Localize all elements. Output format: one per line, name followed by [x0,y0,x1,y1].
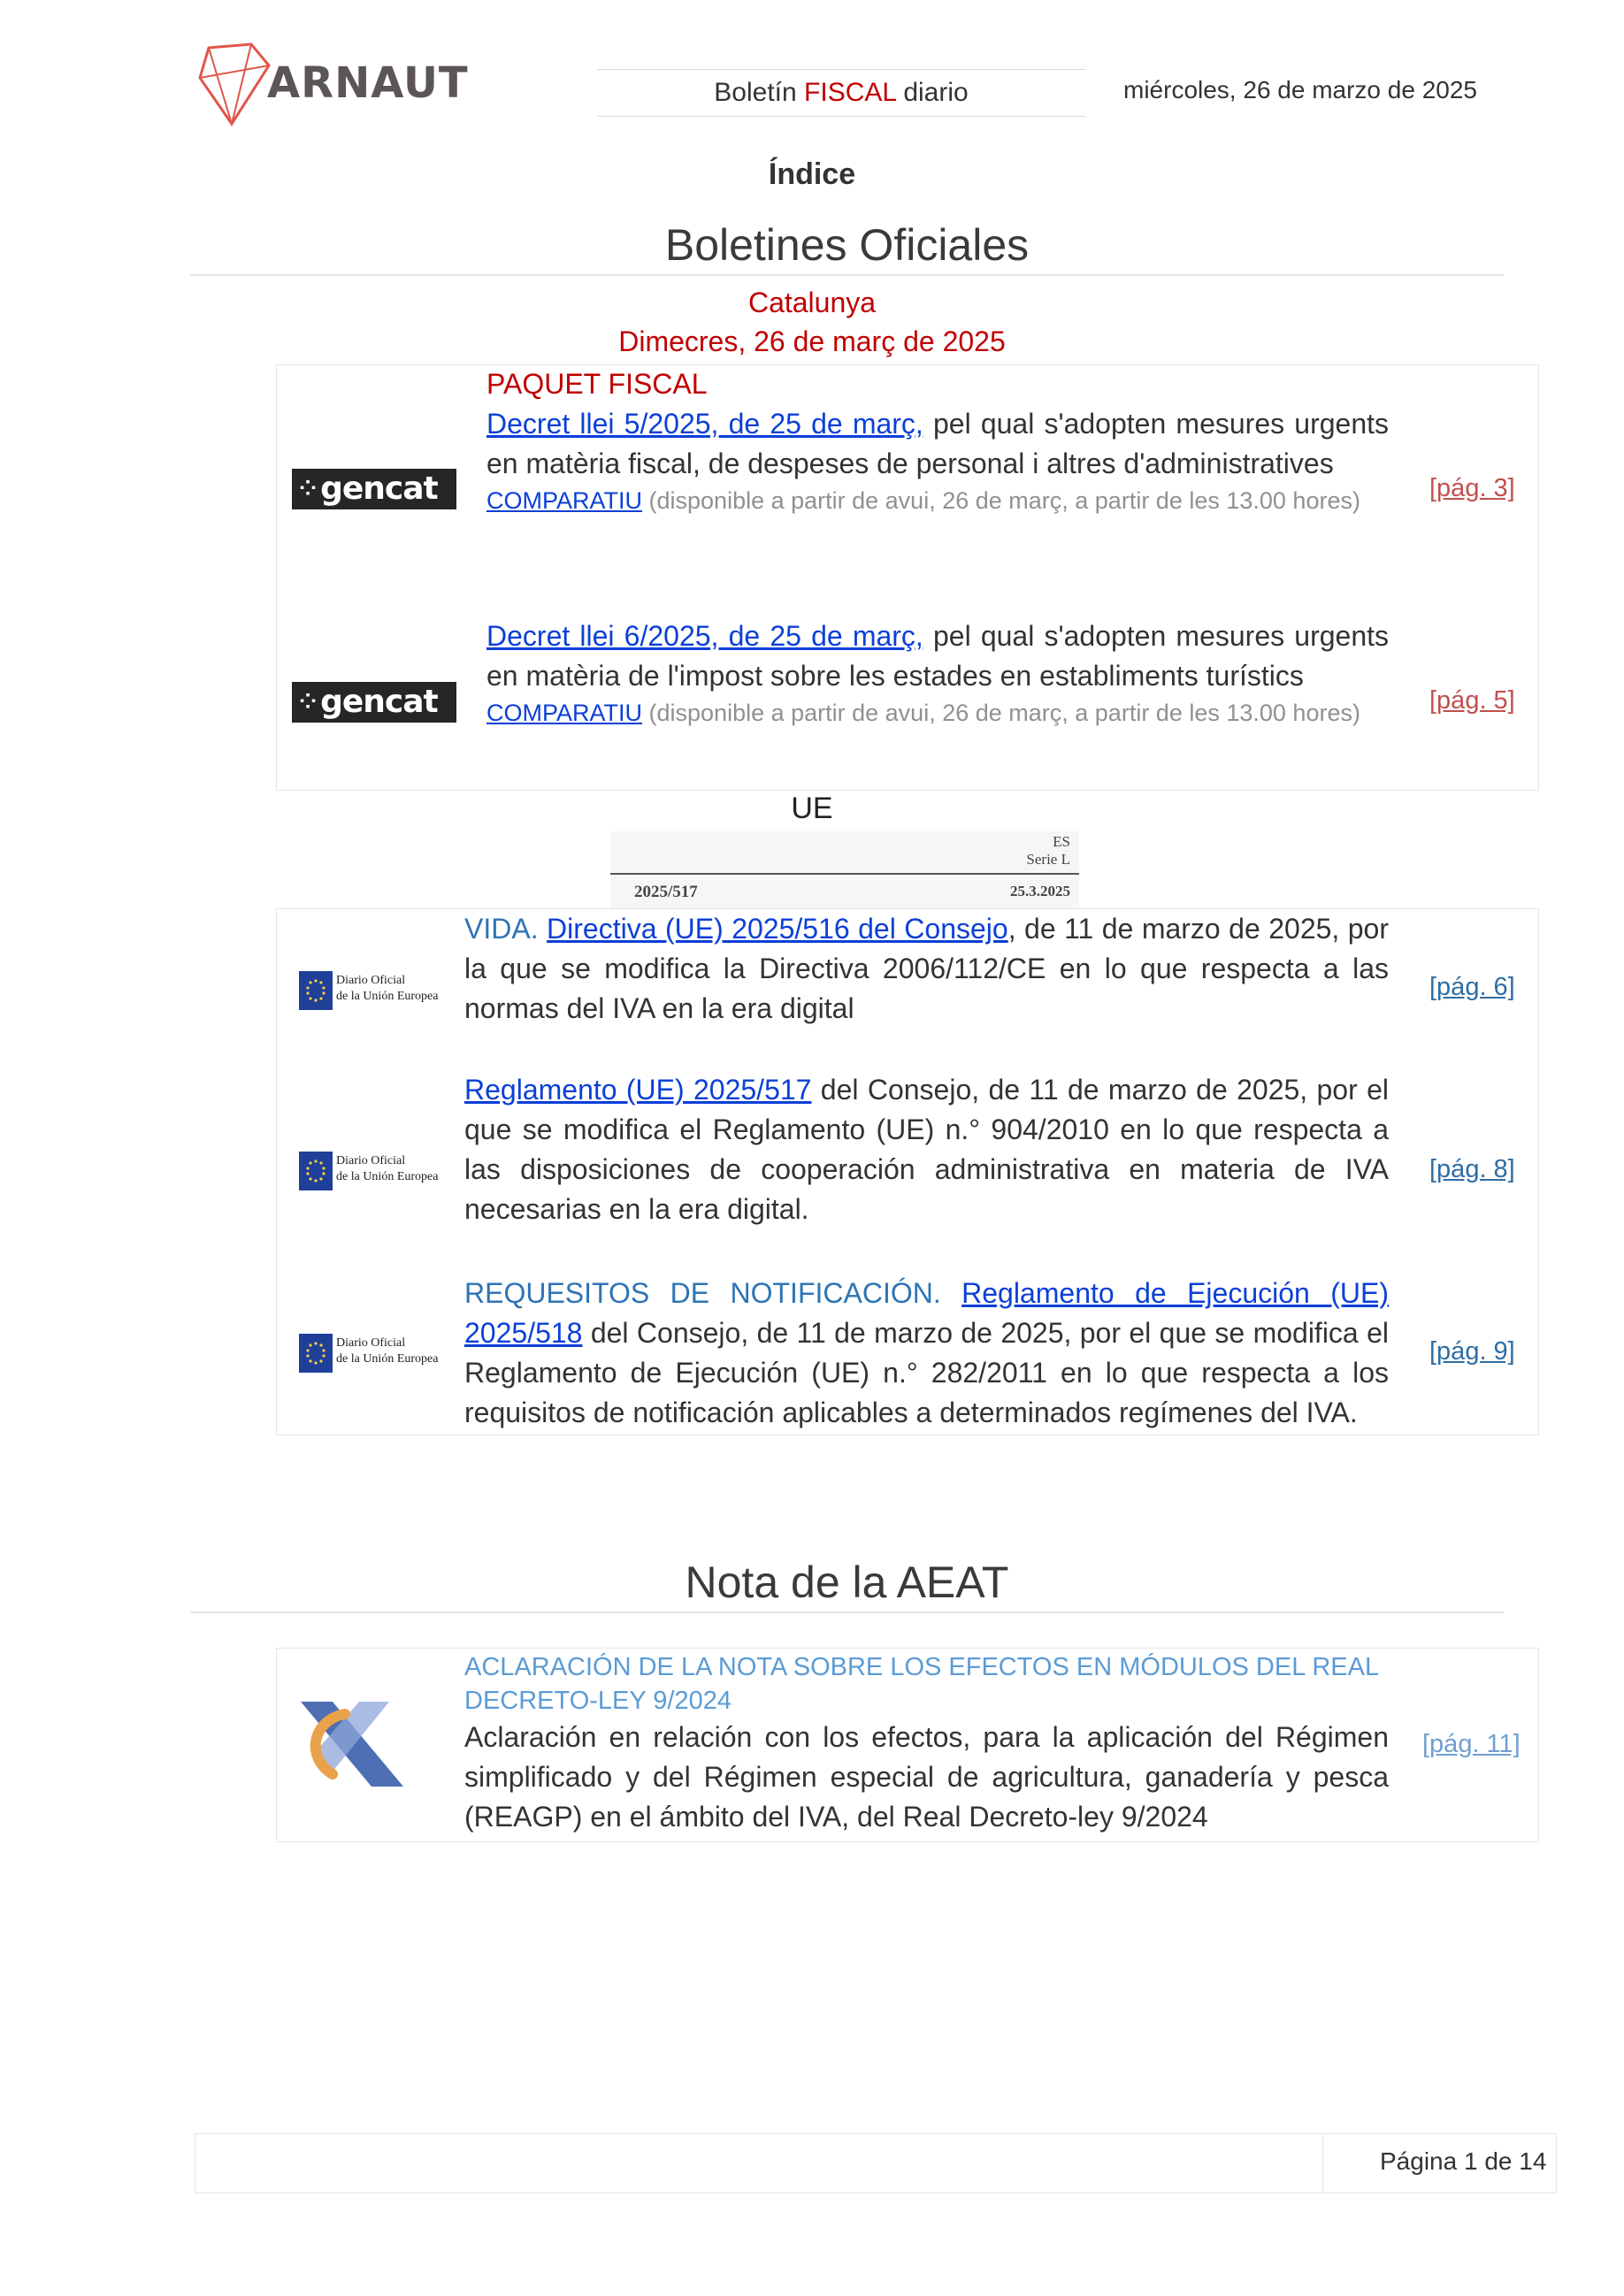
page-ref-link[interactable]: [pág. 5] [1429,686,1515,715]
oj-number: 2025/517 [634,883,698,901]
doue-logo-text [336,1336,438,1367]
page-ref-link[interactable]: [pág. 11] [1422,1730,1521,1758]
title-suffix: diario [903,78,969,107]
page-number: Página 1 de 14 [1380,2147,1547,2175]
page-ref-link[interactable]: [pág. 6] [1429,973,1515,1001]
gencat-logo-text: gencat [320,684,438,720]
page-ref-link[interactable]: [pág. 3] [1429,474,1515,502]
section-title-boletines: Boletines Oficiales [190,219,1504,276]
entry-text: pel qual s'adopten mesures urgents en matèria de l'impost sobre les estades en establiments turístics [486,620,1390,692]
region-ue: UE [791,792,833,825]
entry-text: , de 11 de marzo de 2025, por la que se modifica la Directiva 2006/112/CE en lo que respecta a las normas del IVA en la era digital [464,913,1390,1024]
arnaut-logo [196,42,469,131]
eu-flag-icon [299,1152,333,1190]
ue-entry-2 [464,1070,1389,1229]
index-title: Índice [768,157,856,191]
oj-date: 25.3.2025 [1010,883,1070,899]
gencat-logo [292,682,456,723]
section-title-aeat: Nota de la AEAT [190,1557,1504,1613]
decret-llei-5-link[interactable]: Decret llei 5/2025, de 25 de març, [486,408,923,440]
catalunya-entry-2 [486,616,1389,730]
reglamento-2025-517-link[interactable]: Reglamento (UE) 2025/517 [464,1074,812,1106]
title-accent: FISCAL [804,78,896,107]
aeat-logo-icon [294,1695,405,1792]
gencat-dots-icon: ⁘ [299,689,318,714]
doue-logo [299,1152,439,1198]
comparatiu-link[interactable]: COMPARATIU [486,700,643,726]
entry-kicker: REQUESITOS DE NOTIFICACIÓN. [464,1277,941,1309]
doue-logo [299,1334,439,1380]
doue-line2: de la Unión Europea [336,990,439,1003]
footer-divider [1322,2133,1323,2193]
newsletter-title [597,69,1085,117]
doue-line1: Diario Oficial [336,974,406,987]
aeat-entry [464,1650,1389,1837]
entry-kicker: PAQUET FISCAL [486,368,708,400]
footer [195,2133,1557,2193]
comparative-note: (disponible a partir de avui, 26 de març, a partir de les 13.00 hores) [642,487,1360,514]
gencat-dots-icon: ⁘ [299,476,318,501]
comparatiu-link[interactable]: COMPARATIU [486,487,643,514]
eu-flag-icon [299,1334,333,1373]
doue-line1: Diario Oficial [336,1154,406,1167]
ue-entry-3 [464,1274,1389,1433]
gencat-logo [292,469,456,509]
page-ref-link[interactable]: [pág. 8] [1429,1155,1515,1183]
ue-entry-1 [464,909,1389,1029]
doue-line2: de la Unión Europea [336,1170,439,1183]
catalunya-entry-1 [486,364,1389,517]
region-catalunya: Catalunya [747,287,877,318]
page-ref-link[interactable]: [pág. 9] [1429,1337,1515,1366]
entry-kicker: ACLARACIÓN DE LA NOTA SOBRE LOS EFECTOS EN MÓDULOS DEL REAL DECRETO-LEY 9/2024 [464,1653,1378,1715]
comparative-line [486,484,1389,517]
decret-llei-6-link[interactable]: Decret llei 6/2025, de 25 de març, [486,620,923,652]
entry-kicker: VIDA. [464,913,539,945]
doue-line2: de la Unión Europea [336,1352,439,1366]
entry-text: del Consejo, de 11 de marzo de 2025, por el que se modifica el Reglamento (UE) n.° 904/2010 en lo que respecta a las disposiciones de cooperación administrativa en materia de IVA necesarias en la era digital. [464,1074,1390,1225]
official-journal-header [610,831,1079,911]
entry-text: del Consejo, de 11 de marzo de 2025, por el que se modifica el Reglamento de Ejecución (UE) n.° 282/2011 en lo que respecta a los requisitos de notificación aplicables a determinados regímenes del IVA. [464,1317,1389,1428]
doue-logo-text [336,973,438,1005]
eu-flag-icon [299,971,333,1010]
oj-lang: ES [1053,833,1070,850]
logo-text: ARNAUT [267,58,469,108]
entry-text: Aclaración en relación con los efectos, para la aplicación del Régimen simplificado y del Régimen especial de agricultura, ganadería y pesca (REAGP) en el ámbito del IVA, del Real Decreto-ley 9/2024 [464,1721,1389,1833]
oj-language [1026,833,1070,869]
entry-text: pel qual s'adopten mesures urgents en matèria fiscal, de despeses de personal i altres d'administratives [486,408,1390,479]
oj-divider [610,873,1079,875]
doue-line1: Diario Oficial [336,1336,406,1350]
gencat-logo-text: gencat [320,471,438,507]
catalunya-date: Dimecres, 26 de març de 2025 [618,325,1006,357]
doue-logo [299,971,439,1017]
comparative-note: (disponible a partir de avui, 26 de març, a partir de les 13.00 hores) [642,700,1360,726]
oj-series: Serie L [1026,851,1070,868]
gem-icon [196,42,271,131]
header-date: miércoles, 26 de marzo de 2025 [1123,76,1477,103]
doue-logo-text [336,1153,438,1185]
reglamento-ejecucion-2025-518-link[interactable]: Reglamento de Ejecución (UE) 2025/518 [464,1277,1389,1349]
title-prefix: Boletín [714,78,797,107]
directiva-2025-516-link[interactable]: Directiva (UE) 2025/516 del Consejo [547,913,1008,945]
comparative-line [486,696,1389,730]
